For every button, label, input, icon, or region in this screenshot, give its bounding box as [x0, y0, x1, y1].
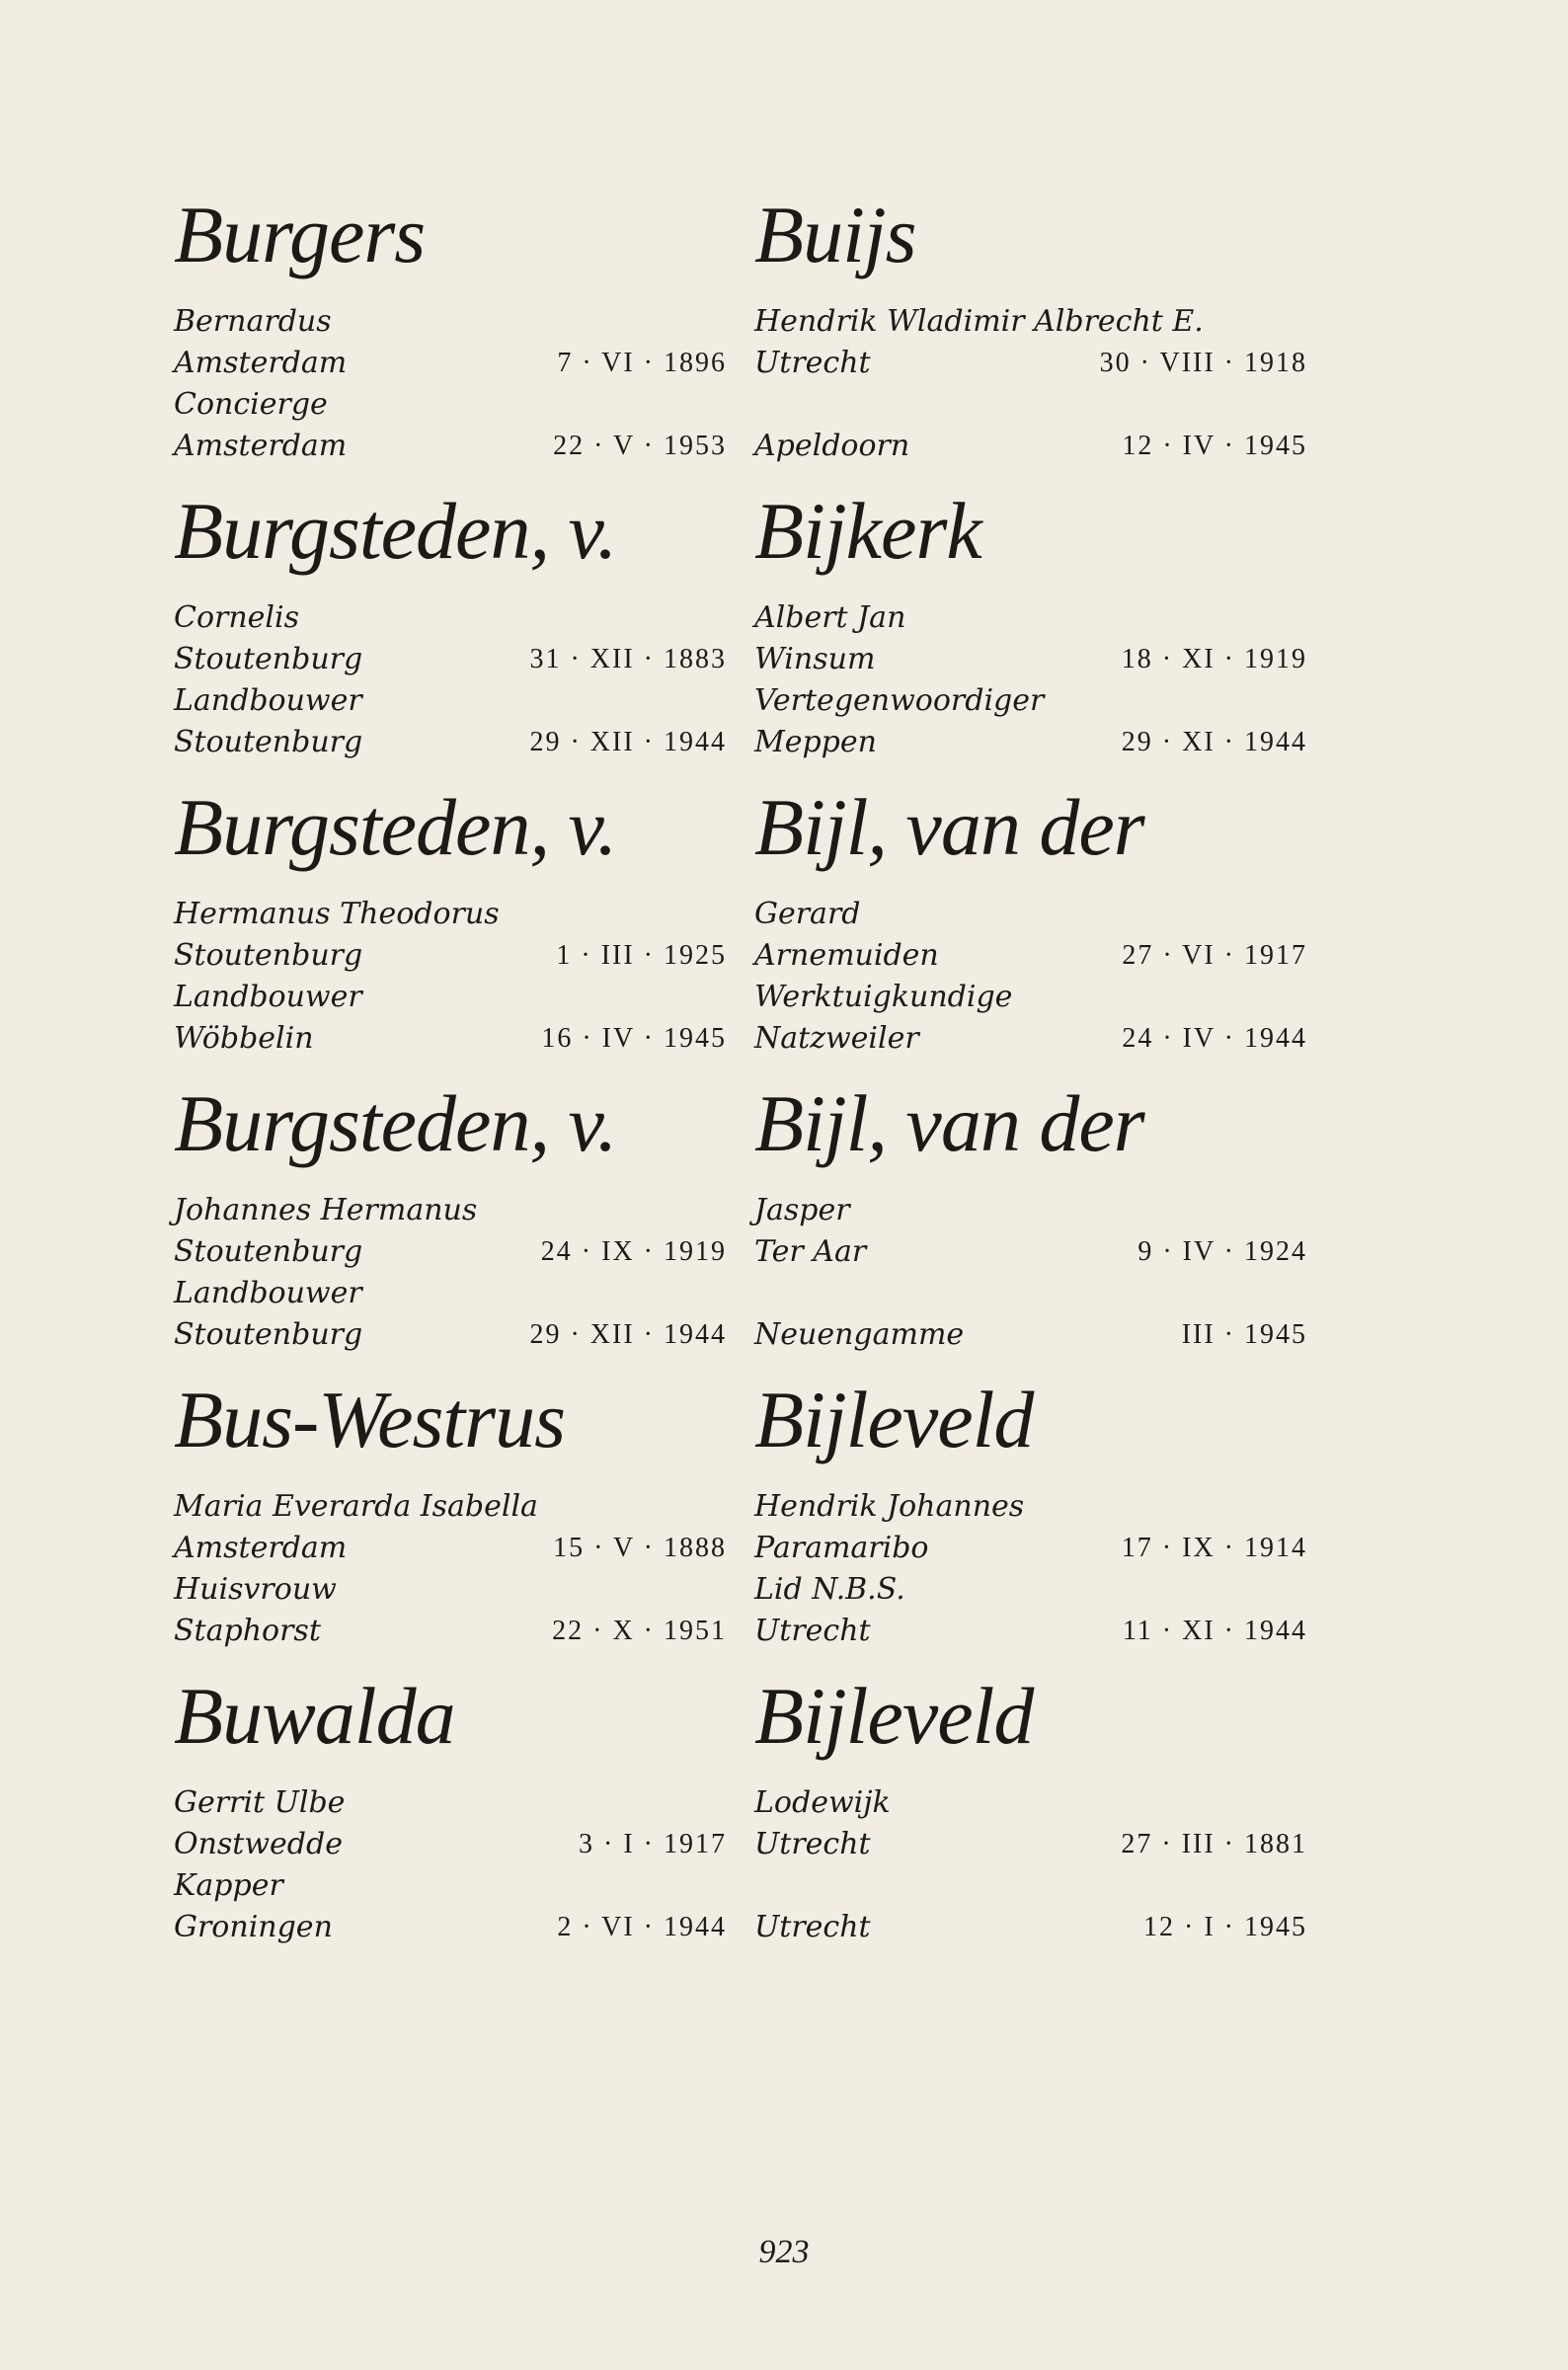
given-names: Maria Everarda Isabella: [174, 1489, 538, 1524]
surname: Burgsteden, v.: [174, 1078, 617, 1168]
birth-place: Utrecht: [754, 1827, 871, 1861]
death-date: 22 · V · 1953: [553, 431, 727, 461]
birth-place: Paramaribo: [754, 1531, 929, 1565]
death-date: III · 1945: [1181, 1319, 1307, 1350]
given-names-line: [174, 1486, 727, 1528]
surname: Bijl, van der: [754, 782, 1144, 872]
given-names: Lodewijk: [754, 1785, 891, 1820]
surname: Buwalda: [174, 1671, 455, 1761]
birth-date: 7 · VI · 1896: [557, 348, 727, 378]
birth-line: [754, 1824, 1307, 1865]
entry: [754, 1368, 1307, 1664]
birth-line: [174, 1824, 727, 1865]
death-line: [174, 426, 727, 467]
death-line: [174, 1907, 727, 1948]
entry: [174, 479, 727, 775]
death-place: Amsterdam: [174, 429, 348, 463]
occupation: Landbouwer: [174, 683, 362, 718]
birth-date: 31 · XII · 1883: [529, 644, 727, 674]
entry: [174, 1071, 727, 1368]
occupation: Landbouwer: [174, 1276, 362, 1310]
entry: [754, 479, 1307, 775]
birth-place: Ter Aar: [754, 1234, 867, 1269]
surname: Burgsteden, v.: [174, 486, 617, 576]
given-names-line: [174, 301, 727, 343]
death-line: [754, 1611, 1307, 1652]
death-place: Stoutenburg: [174, 1317, 363, 1352]
given-names: Jasper: [754, 1193, 850, 1227]
given-names: Gerard: [754, 897, 861, 931]
occupation-line: [174, 1865, 727, 1907]
death-date: 29 · XII · 1944: [529, 1319, 727, 1350]
birth-line: [174, 1231, 727, 1273]
death-line: [174, 1611, 727, 1652]
birth-line: [754, 1231, 1307, 1273]
birth-date: 24 · IX · 1919: [540, 1236, 727, 1267]
birth-date: 27 · VI · 1917: [1122, 940, 1307, 971]
birth-date: 9 · IV · 1924: [1137, 1236, 1307, 1267]
surname: Bijleveld: [754, 1375, 1034, 1464]
surname: Bijl, van der: [754, 1078, 1144, 1168]
birth-date: 3 · I · 1917: [579, 1829, 727, 1859]
death-place: Utrecht: [754, 1614, 871, 1648]
occupation: Kapper: [174, 1868, 283, 1903]
given-names-line: [174, 1190, 727, 1231]
given-names-line: [754, 894, 1307, 935]
given-names-line: [754, 1486, 1307, 1528]
page-number: 923: [758, 2234, 810, 2270]
death-line: [754, 722, 1307, 763]
entry: [754, 1071, 1307, 1368]
death-place: Wöbbelin: [174, 1021, 314, 1056]
death-date: 12 · I · 1945: [1143, 1912, 1307, 1942]
birth-place: Stoutenburg: [174, 642, 363, 676]
birth-place: Onstwedde: [174, 1827, 343, 1861]
birth-place: Winsum: [754, 642, 876, 676]
occupation: Landbouwer: [174, 980, 362, 1014]
given-names: Cornelis: [174, 600, 300, 635]
occupation-line: [754, 1865, 1307, 1907]
occupation-line: [754, 1569, 1307, 1611]
given-names: Hendrik Wladimir Albrecht E.: [754, 304, 1204, 339]
death-date: 12 · IV · 1945: [1122, 431, 1307, 461]
surname: Bijkerk: [754, 486, 981, 576]
given-names: Bernardus: [174, 304, 332, 339]
birth-date: 27 · III · 1881: [1121, 1829, 1307, 1859]
given-names-line: [754, 597, 1307, 639]
birth-line: [174, 935, 727, 977]
death-date: 22 · X · 1951: [552, 1616, 727, 1646]
surname: Burgers: [174, 190, 426, 279]
death-line: [174, 1018, 727, 1060]
death-place: Meppen: [754, 725, 877, 759]
occupation-line: [174, 384, 727, 426]
surname: Burgsteden, v.: [174, 782, 617, 872]
given-names: Hendrik Johannes: [754, 1489, 1025, 1524]
birth-place: Amsterdam: [174, 346, 348, 380]
death-place: Staphorst: [174, 1614, 321, 1648]
birth-date: 18 · XI · 1919: [1121, 644, 1307, 674]
birth-date: 30 · VIII · 1918: [1099, 348, 1307, 378]
birth-line: [174, 343, 727, 384]
death-place: Stoutenburg: [174, 725, 363, 759]
entry: [174, 1368, 727, 1664]
occupation-line: [174, 680, 727, 722]
given-names-line: [754, 1190, 1307, 1231]
occupation: Concierge: [174, 387, 328, 422]
death-place: Apeldoorn: [754, 429, 910, 463]
occupation-line: [174, 1273, 727, 1314]
left-column: [174, 183, 727, 1960]
entry: [754, 775, 1307, 1071]
death-line: [174, 722, 727, 763]
death-place: Natzweiler: [754, 1021, 919, 1056]
death-place: Utrecht: [754, 1910, 871, 1944]
surname: Bijleveld: [754, 1671, 1034, 1761]
birth-place: Arnemuiden: [754, 938, 939, 973]
entry: [174, 1664, 727, 1960]
birth-date: 15 · V · 1888: [553, 1533, 727, 1563]
given-names-line: [754, 1782, 1307, 1824]
given-names-line: [174, 597, 727, 639]
occupation-line: [174, 977, 727, 1018]
occupation-line: [754, 977, 1307, 1018]
surname: Bus-Westrus: [174, 1375, 565, 1464]
entry: [174, 183, 727, 479]
death-place: Neuengamme: [754, 1317, 965, 1352]
entry: [754, 1664, 1307, 1960]
death-date: 2 · VI · 1944: [557, 1912, 727, 1942]
birth-line: [754, 1528, 1307, 1569]
given-names: Hermanus Theodorus: [174, 897, 500, 931]
death-line: [754, 1018, 1307, 1060]
death-line: [754, 426, 1307, 467]
right-column: [754, 183, 1307, 1960]
occupation-line: [754, 1273, 1307, 1314]
death-line: [174, 1314, 727, 1356]
birth-date: 17 · IX · 1914: [1121, 1533, 1307, 1563]
occupation-line: [754, 680, 1307, 722]
birth-line: [754, 639, 1307, 680]
given-names: Johannes Hermanus: [174, 1193, 478, 1227]
given-names: Gerrit Ulbe: [174, 1785, 346, 1820]
death-date: 29 · XI · 1944: [1121, 727, 1307, 757]
death-date: 29 · XII · 1944: [529, 727, 727, 757]
death-date: 16 · IV · 1945: [541, 1023, 727, 1054]
birth-place: Stoutenburg: [174, 1234, 363, 1269]
birth-place: Stoutenburg: [174, 938, 363, 973]
death-date: 11 · XI · 1944: [1122, 1616, 1307, 1646]
death-line: [754, 1314, 1307, 1356]
birth-place: Utrecht: [754, 346, 871, 380]
death-date: 24 · IV · 1944: [1122, 1023, 1307, 1054]
given-names: Albert Jan: [754, 600, 906, 635]
death-place: Groningen: [174, 1910, 333, 1944]
surname: Buijs: [754, 190, 916, 279]
entry: [754, 183, 1307, 479]
occupation: Werktuigkundige: [754, 980, 1013, 1014]
given-names-line: [174, 1782, 727, 1824]
death-line: [754, 1907, 1307, 1948]
given-names-line: [754, 301, 1307, 343]
birth-line: [754, 343, 1307, 384]
occupation-line: [754, 384, 1307, 426]
birth-line: [174, 639, 727, 680]
occupation: Huisvrouw: [174, 1572, 337, 1607]
birth-place: Amsterdam: [174, 1531, 348, 1565]
given-names-line: [174, 894, 727, 935]
occupation: Lid N.B.S.: [754, 1572, 905, 1607]
birth-date: 1 · III · 1925: [556, 940, 727, 971]
occupation-line: [174, 1569, 727, 1611]
birth-line: [174, 1528, 727, 1569]
occupation: Vertegenwoordiger: [754, 683, 1045, 718]
entry: [174, 775, 727, 1071]
birth-line: [754, 935, 1307, 977]
